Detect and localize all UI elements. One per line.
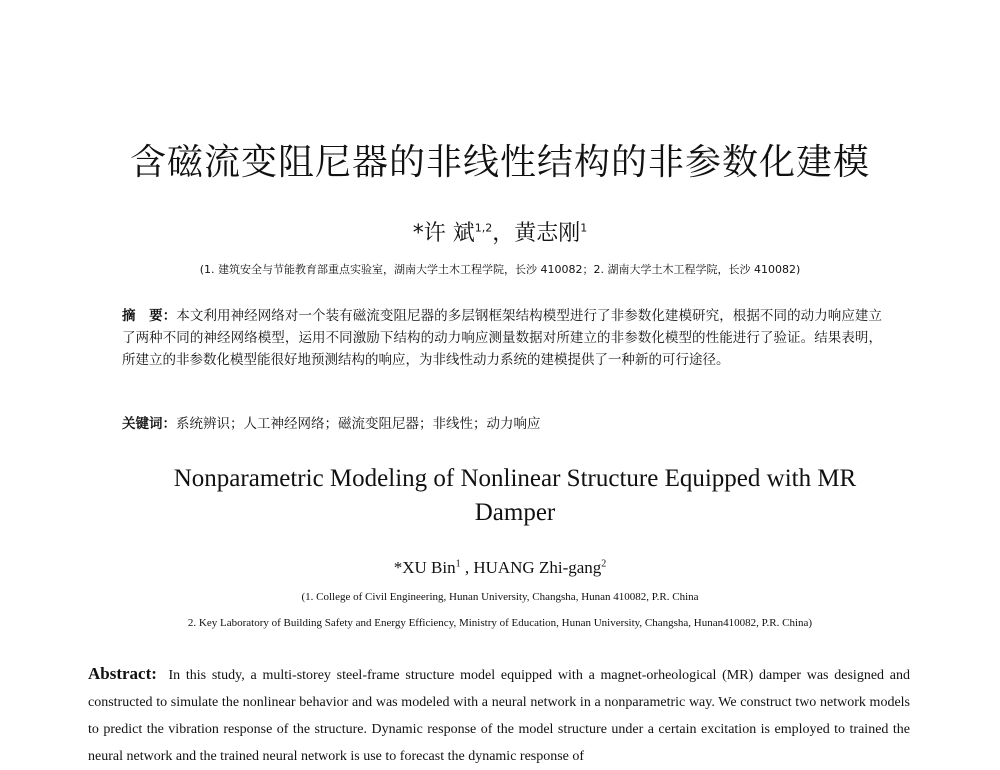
author-marker: * bbox=[393, 558, 403, 577]
english-abstract-text: In this study, a multi-storey steel-frame structure model equipped with a magnet-orheological (MR) damper was designed and constructed to simulate the nonlinear behavior and was modeled with a neural network in a nonparametric way. We construct two network models to predict the vibration response of the structure. Dynamic response of the model structure under a certain excitation is employed to trained the neural network and the trained neural network is use to forecast the dynamic response of bbox=[88, 668, 910, 764]
chinese-keywords-label: 关键词： bbox=[122, 416, 176, 432]
author-marker: * bbox=[412, 221, 424, 246]
author-2-name: 黄志刚 bbox=[514, 221, 581, 246]
author-1-affiliation-mark: 1 bbox=[455, 558, 461, 570]
author-1-name: 许 斌 bbox=[423, 221, 475, 246]
english-abstract-label: Abstract: bbox=[88, 664, 157, 683]
author-separator: , bbox=[460, 558, 474, 577]
author-1-name: XU Bin bbox=[402, 558, 456, 577]
chinese-affiliation: (1. 建筑安全与节能教育部重点实验室，湖南大学土木工程学院，长沙 410082；2. 湖南大学土木工程学院，长沙 410082) bbox=[199, 263, 801, 276]
author-2-affiliation-mark: 1 bbox=[580, 221, 588, 235]
author-2-affiliation-mark: 2 bbox=[601, 558, 607, 570]
chinese-title: 含磁流变阻尼器的非线性结构的非参数化建模 bbox=[129, 142, 870, 183]
english-abstract bbox=[88, 660, 910, 770]
chinese-abstract-text: 本文利用神经网络对一个装有磁流变阻尼器的多层钢框架结构模型进行了非参数化建模研究，根据不同的动力响应建立了两种不同的神经网络模型，运用不同激励下结构的动力响应测量数据对所建立的非参数化模型的性能进行了验证。结果表明，所建立的非参数化模型能很好地预测结构的响应，为非线性动力系统的建模提供了一种新的可行途径。 bbox=[122, 308, 883, 368]
author-2-name: HUANG Zhi-gang bbox=[473, 558, 602, 577]
english-title: Nonparametric Modeling of Nonlinear Structure Equipped with MR Damper bbox=[173, 465, 857, 526]
chinese-abstract-label: 摘 要： bbox=[122, 308, 177, 324]
english-affiliation-2: 2. Key Laboratory of Building Safety and Energy Efficiency, Ministry of Education, Hunan University, Changsha, Hunan410082, P.R. China) bbox=[187, 617, 813, 629]
author-1-affiliation-mark: 1,2 bbox=[474, 221, 493, 235]
chinese-keywords bbox=[122, 412, 882, 432]
english-authors bbox=[0, 558, 1000, 578]
chinese-keywords-text: 系统辨识；人工神经网络；磁流变阻尼器；非线性；动力响应 bbox=[176, 416, 541, 432]
chinese-abstract bbox=[122, 305, 882, 371]
chinese-authors bbox=[0, 216, 1000, 247]
english-affiliation-1: (1. College of Civil Engineering, Hunan University, Changsha, Hunan 410082, P.R. China bbox=[301, 591, 699, 603]
author-separator: ， bbox=[492, 221, 515, 246]
